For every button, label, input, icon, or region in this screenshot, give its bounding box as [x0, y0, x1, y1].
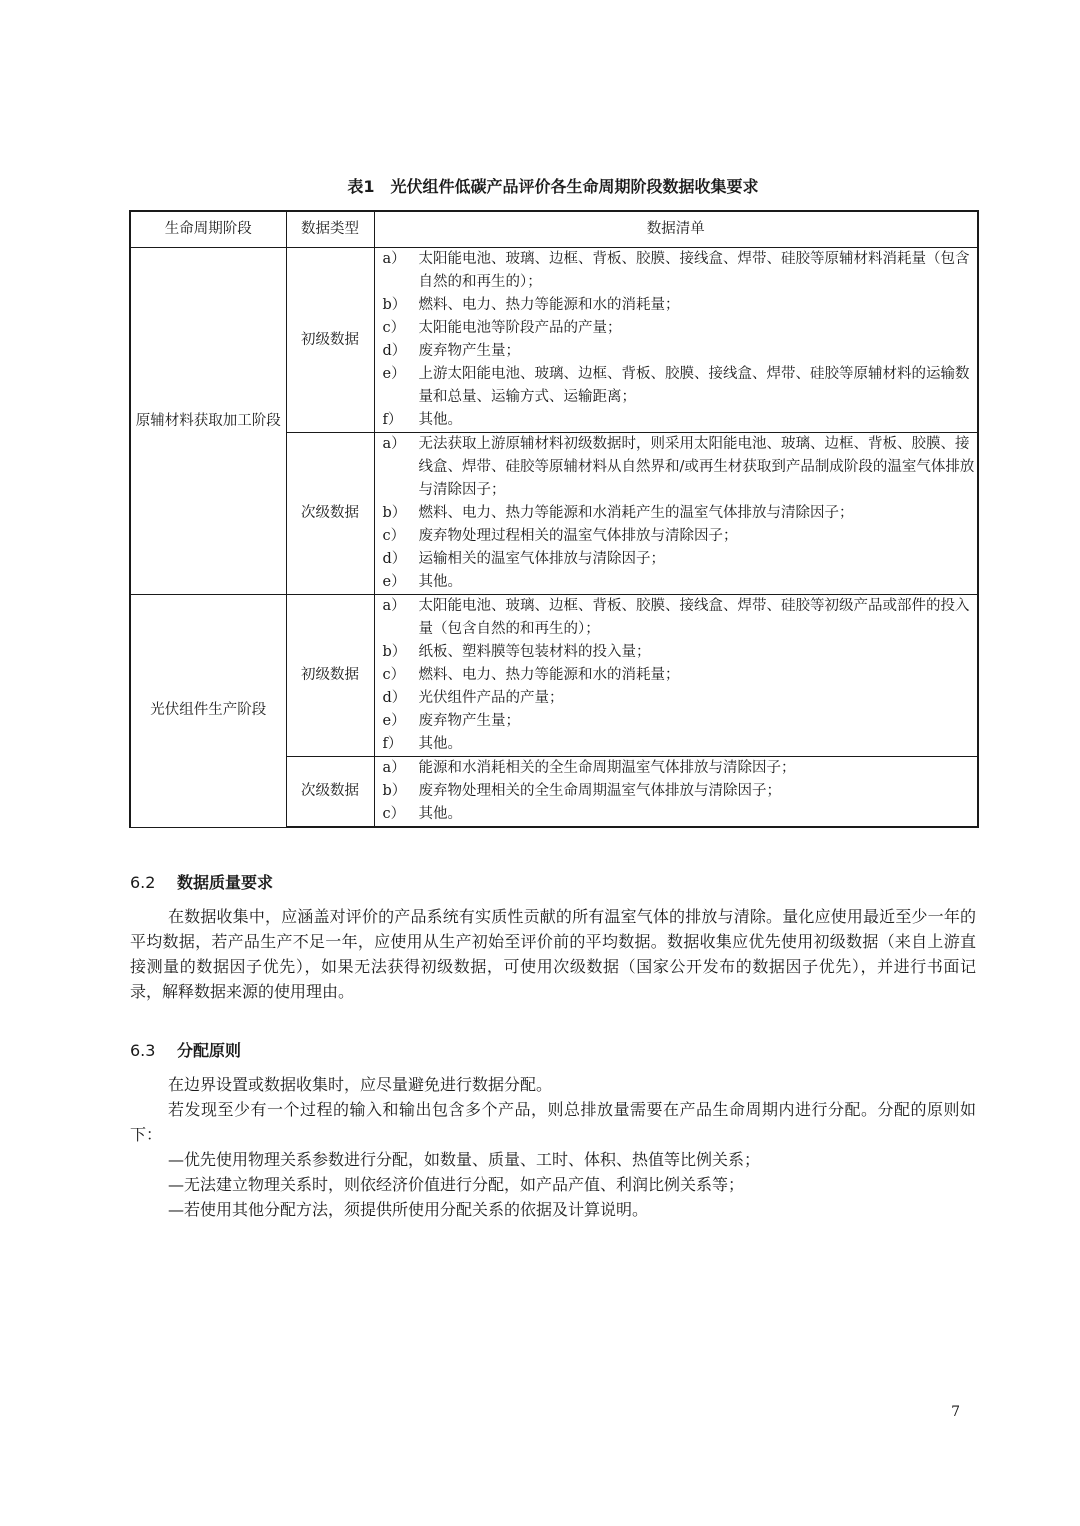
item-text: 运输相关的温室气体排放与清除因子； [418, 551, 665, 567]
data-list-cell [374, 248, 978, 433]
list-item [375, 525, 978, 548]
list-item [375, 664, 978, 687]
list-item [375, 548, 978, 571]
stage-cell: 光伏组件生产阶段 [130, 595, 286, 828]
section-paragraph: 若发现至少有一个过程的输入和输出包含多个产品，则总排放量需要在产品生命周期内进行分配。分配的原则如下： [130, 1100, 976, 1144]
section-heading [130, 868, 976, 898]
item-text: 其他。 [418, 806, 462, 822]
list-item: —优先使用物理关系参数进行分配，如数量、质量、工时、体积、热值等比例关系； [168, 1150, 761, 1169]
item-text: 光伏组件产品的产量； [418, 690, 564, 706]
list-item [375, 571, 978, 594]
table-row [130, 595, 978, 757]
item-mark: b） [382, 644, 407, 660]
item-mark: d） [382, 690, 407, 706]
item-mark: a） [382, 760, 406, 776]
section-allocation [130, 1036, 976, 1222]
list-item [375, 340, 978, 363]
list-item [375, 710, 978, 733]
table-header-row [130, 211, 978, 248]
item-text: 无法获取上游原辅材料初级数据时，则采用太阳能电池、玻璃、边框、背板、胶膜、接线盒、焊带、硅胶等原辅材料从自然界和/或再生材获取到产品制成阶段的温室气体排放与清除因子； [418, 436, 975, 498]
section-paragraph: 在边界设置或数据收集时，应尽量避免进行数据分配。 [168, 1075, 553, 1094]
item-text: 上游太阳能电池、玻璃、边框、背板、胶膜、接线盒、焊带、硅胶等原辅材料的运输数量和总量、运输方式、运输距离； [418, 366, 970, 405]
data-list-cell [374, 757, 978, 828]
item-text: 其他。 [418, 412, 462, 428]
item-text: 其他。 [418, 736, 462, 752]
list-item [375, 502, 978, 525]
list-item [375, 780, 978, 803]
item-mark: c） [382, 667, 406, 683]
data-list-cell [374, 595, 978, 757]
list-item: —若使用其他分配方法，须提供所使用分配关系的依据及计算说明。 [168, 1200, 649, 1219]
item-text: 纸板、塑料膜等包装材料的投入量； [418, 644, 651, 660]
item-mark: f） [382, 412, 403, 428]
data-type-cell: 次级数据 [286, 757, 374, 828]
table-caption: 表1 光伏组件低碳产品评价各生命周期阶段数据收集要求 [347, 177, 759, 196]
item-mark: d） [382, 343, 407, 359]
section-heading [130, 1036, 976, 1066]
item-text: 太阳能电池、玻璃、边框、背板、胶膜、接线盒、焊带、硅胶等原辅材料消耗量（包含自然的和再生的）； [418, 251, 970, 290]
item-text: 太阳能电池等阶段产品的产量； [418, 320, 622, 336]
data-type-cell: 初级数据 [286, 248, 374, 433]
list-item [375, 363, 978, 409]
item-text: 能源和水消耗相关的全生命周期温室气体排放与清除因子； [418, 760, 796, 776]
data-type-cell: 次级数据 [286, 433, 374, 595]
item-text: 燃料、电力、热力等能源和水的消耗量； [418, 667, 680, 683]
item-mark: d） [382, 551, 407, 567]
section-title: 数据质量要求 [177, 873, 274, 892]
item-text: 其他。 [418, 574, 462, 590]
section-title: 分配原则 [177, 1041, 242, 1060]
list-item [375, 317, 978, 340]
section-number: 6.3 [130, 1041, 156, 1060]
page-number: 7 [951, 1404, 960, 1420]
item-mark: a） [382, 436, 406, 452]
list-item [375, 248, 978, 294]
header-stage: 生命周期阶段 [130, 211, 286, 248]
header-list: 数据清单 [374, 211, 978, 248]
item-mark: b） [382, 505, 407, 521]
list-item [375, 433, 978, 502]
list-item [375, 733, 978, 756]
item-mark: b） [382, 297, 407, 313]
list-item [375, 409, 978, 432]
item-mark: a） [382, 598, 406, 614]
item-text: 废弃物产生量； [418, 343, 520, 359]
item-text: 太阳能电池、玻璃、边框、背板、胶膜、接线盒、焊带、硅胶等初级产品或部件的投入量（包含自然的和再生的）； [418, 598, 970, 637]
item-mark: e） [382, 366, 406, 382]
table-row [130, 248, 978, 433]
list-item: —无法建立物理关系时，则依经济价值进行分配，如产品产值、利润比例关系等； [168, 1175, 745, 1194]
list-item [375, 294, 978, 317]
header-type: 数据类型 [286, 211, 374, 248]
item-mark: c） [382, 806, 406, 822]
data-collection-table [129, 210, 979, 828]
data-type-cell: 初级数据 [286, 595, 374, 757]
section-number: 6.2 [130, 873, 156, 892]
section-data-quality [130, 868, 976, 1004]
item-mark: a） [382, 251, 406, 267]
item-text: 废弃物处理过程相关的温室气体排放与清除因子； [418, 528, 738, 544]
list-item [375, 595, 978, 641]
item-text: 燃料、电力、热力等能源和水消耗产生的温室气体排放与清除因子； [418, 505, 854, 521]
item-text: 废弃物处理相关的全生命周期温室气体排放与清除因子； [418, 783, 781, 799]
data-list-cell [374, 433, 978, 595]
stage-cell: 原辅材料获取加工阶段 [130, 248, 286, 595]
item-mark: b） [382, 783, 407, 799]
item-mark: e） [382, 713, 406, 729]
list-item [375, 641, 978, 664]
list-item [375, 687, 978, 710]
list-item [375, 803, 978, 826]
item-text: 废弃物产生量； [418, 713, 520, 729]
item-mark: e） [382, 574, 406, 590]
item-mark: c） [382, 320, 406, 336]
list-item [375, 757, 978, 780]
item-text: 燃料、电力、热力等能源和水的消耗量； [418, 297, 680, 313]
item-mark: f） [382, 736, 403, 752]
item-mark: c） [382, 528, 406, 544]
section-paragraph: 在数据收集中，应涵盖对评价的产品系统有实质性贡献的所有温室气体的排放与清除。量化应使用最近至少一年的平均数据，若产品生产不足一年，应使用从生产初始至评价前的平均数据。数据收集应优先使用初级数据（来自上游直接测量的数据因子优先），如果无法获得初级数据，可使用次级数据（国家公开发布的数据因子优先），并进行书面记录，解释数据来源的使用理由。 [130, 907, 976, 1001]
